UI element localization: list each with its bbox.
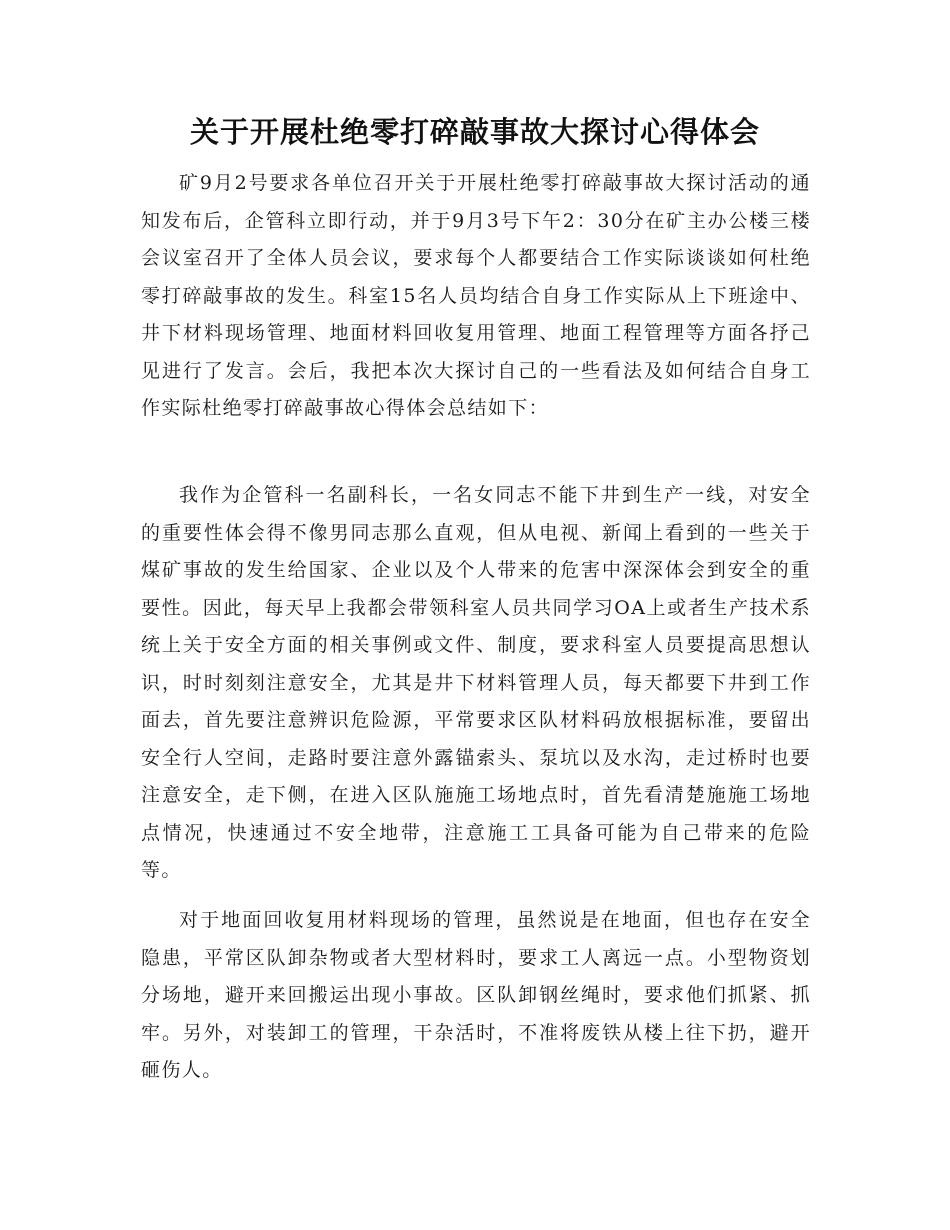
paragraph-ground-management: 对于地面回收复用材料现场的管理，虽然说是在地面，但也存在安全隐患，平常区队卸杂物或者大型材料时，要求工人离远一点。小型物资划分场地，避开来回搬运出现小事故。区队卸钢丝绳时，要求他们抓紧、抓牢。另外，对装卸工的管理，干杂活时，不准将废铁从楼上往下扔，避开砸伤人。 bbox=[141, 909, 811, 1081]
document-title: 关于开展杜绝零打碎敲事故大探讨心得体会 bbox=[189, 115, 760, 149]
paragraph-intro: 矿9月2号要求各单位召开关于开展杜绝零打碎敲事故大探讨活动的通知发布后，企管科立即行动，并于9月3号下午2：30分在矿主办公楼三楼会议室召开了全体人员会议，要求每个人都要结合工作实际谈谈如何杜绝零打碎敲事故的发生。科室15名人员均结合自身工作实际从上下班途中、井下材料现场管理、地面材料回收复用管理、地面工程管理等方面各抒己见进行了发言。会后，我把本次大探讨自己的一些看法及如何结合自身工作实际杜绝零打碎敲事故心得体会总结如下： bbox=[141, 172, 811, 419]
paragraph-safety-awareness: 我作为企管科一名副科长，一名女同志不能下井到生产一线，对安全的重要性体会得不像男同志那么直观，但从电视、新闻上看到的一些关于煤矿事故的发生给国家、企业以及个人带来的危害中深深体会到安全的重要性。因此，每天早上我都会带领科室人员共同学习OA上或者生产技术系统上关于安全方面的相关事例或文件、制度，要求科室人员要提高思想认识，时时刻刻注意安全，尤其是井下材料管理人员，每天都要下井到工作面去，首先要注意辨识危险源，平常要求区队材料码放根据标准，要留出安全行人空间，走路时要注意外露锚索头、泵坑以及水沟，走过桥时也要注意安全，走下侧，在进入区队施施工场地点时，首先看清楚施施工场地点情况，快速通过不安全地带，注意施工工具备可能为自己带来的危险等。 bbox=[141, 484, 811, 881]
